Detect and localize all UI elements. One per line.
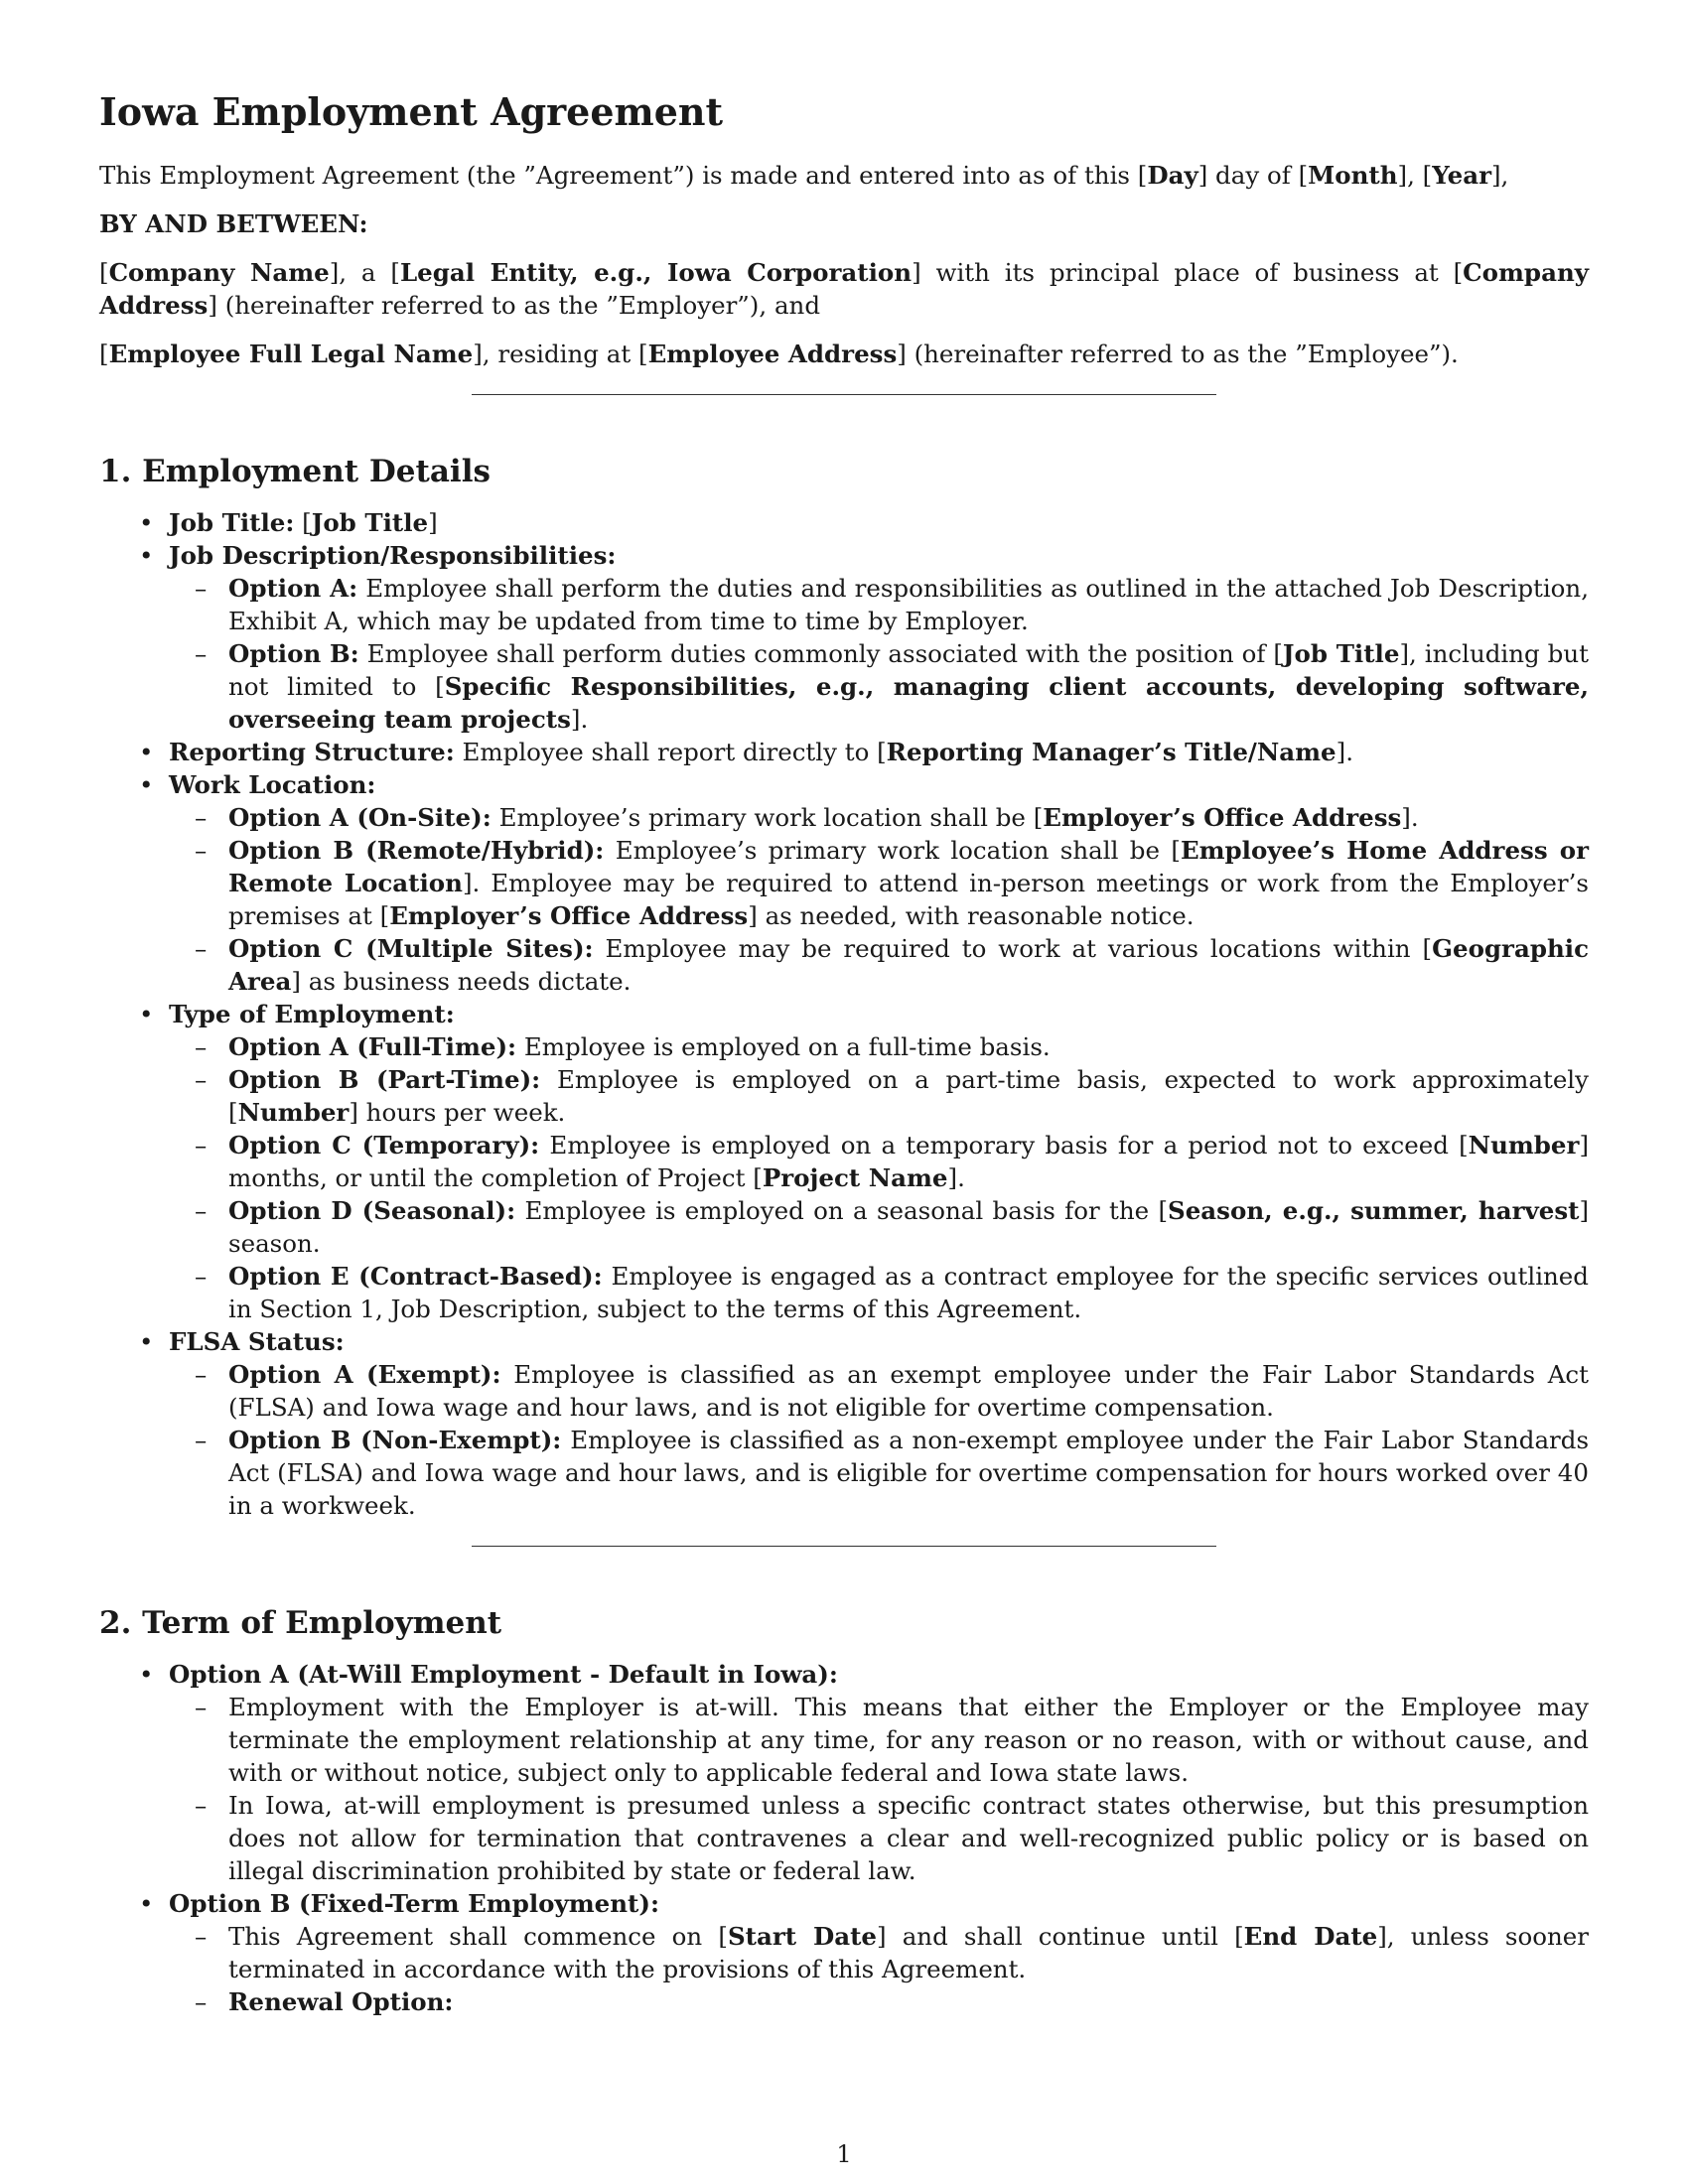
list-item: • Job Description/Responsibilities: – Option A: Employee shall perform the duties and responsibilities as outlined in the attached Job Description, Exhibit A, which may be updated from time to time by Employer. – Option B: Employee shall perform duties commonly associated with the position of [Job Title], including but not limited to [Specific Responsibilities, e.g., managing client accounts, developing software, overseeing team projects]. <box>169 539 1589 736</box>
company-address-placeholder: Company Address <box>99 258 1589 320</box>
list-item: • Option A (At-Will Employment - Default in Iowa): – Employment with the Employer is at-will. This means that either the Employer or the Employee may terminate the employment relationship at any time, for any reason or no reason, with or without cause, and with or without notice, subject only to applicable federal and Iowa state laws. – In Iowa, at-will employment is presumed unless a specific contract states otherwise, but this presumption does not allow for termination that contravenes a clear and well-recognized public policy or is based on illegal discrimination prohibited by state or federal law. <box>169 1658 1589 1887</box>
list-item: – Option A (Full-Time): Employee is employed on a full-time basis. <box>228 1030 1589 1063</box>
employee-address-placeholder: Employee Address <box>647 340 898 368</box>
document-title: Iowa Employment Agreement <box>99 89 724 134</box>
list-item: – Option B (Part-Time): Employee is employed on a part-time basis, expected to work approximately [Number] hours per week. <box>228 1063 1589 1129</box>
list-item: – Renewal Option: <box>228 1985 1589 2018</box>
list-item: – Option B (Remote/Hybrid): Employee’s primary work location shall be [Employee’s Home Address or Remote Location]. Employee may be required to attend in-person meetings or work from the Employer’s premises at [Employer’s Office Address] as needed, with reasonable notice. <box>228 834 1589 932</box>
list-item: • Job Title: [Job Title] <box>169 506 1589 539</box>
list-item: – Employment with the Employer is at-will. This means that either the Employer or the Employee may terminate the employment relationship at any time, for any reason or no reason, with or without cause, and with or without notice, subject only to applicable federal and Iowa state laws. <box>228 1691 1589 1789</box>
document-page <box>99 87 1589 2018</box>
term-of-employment-list <box>99 1658 1589 2018</box>
list-item: – Option B: Employee shall perform duties commonly associated with the position of [Job Title], including but not limited to [Specific Responsibilities, e.g., managing client accounts, developing software, overseeing team projects]. <box>228 637 1589 736</box>
employee-paragraph: [Employee Full Legal Name], residing at [Employee Address] (hereinafter referred to as the ”Employee”). <box>99 340 1459 368</box>
employer-paragraph: [Company Name], a [Legal Entity, e.g., Iowa Corporation] with its principal place of business at [Company Address] (hereinafter referred to as the ”Employer”), and <box>99 258 1589 320</box>
list-item: – Option A (On-Site): Employee’s primary work location shall be [Employer’s Office Address]. <box>228 801 1589 834</box>
section-divider <box>472 394 1216 395</box>
list-item: • Option B (Fixed-Term Employment): – This Agreement shall commence on [Start Date] and shall continue until [End Date], unless sooner terminated in accordance with the provisions of this Agreement. – Renewal Option: <box>169 1887 1589 2018</box>
list-item: • Work Location: – Option A (On-Site): Employee’s primary work location shall be [Employer’s Office Address]. – Option B (Remote/Hybrid): Employee’s primary work location shall be [Employee’s Home Address or Remote Location]. Employee may be required to attend in-person meetings or work from the Employer’s premises at [Employer’s Office Address] as needed, with reasonable notice. – Option C (Multiple Sites): Employee may be required to work at various locations within [Geographic Area] as business needs dictate. <box>169 768 1589 998</box>
by-and-between: BY AND BETWEEN: <box>99 209 368 238</box>
list-item: – Option C (Multiple Sites): Employee may be required to work at various locations within [Geographic Area] as business needs dictate. <box>228 932 1589 998</box>
list-item: – Option E (Contract-Based): Employee is engaged as a contract employee for the specific services outlined in Section 1, Job Description, subject to the terms of this Agreement. <box>228 1260 1589 1325</box>
day-placeholder: Day <box>1147 161 1198 190</box>
list-item: – Option B (Non-Exempt): Employee is classified as a non-exempt employee under the Fair Labor Standards Act (FLSA) and Iowa wage and hour laws, and is eligible for overtime compensation for hours worked over 40 in a workweek. <box>228 1424 1589 1522</box>
month-placeholder: Month <box>1308 161 1398 190</box>
section-2-heading: 2. Term of Employment <box>99 1605 502 1641</box>
list-item: – In Iowa, at-will employment is presumed unless a specific contract states otherwise, but this presumption does not allow for termination that contravenes a clear and well-recognized public policy or is based on illegal discrimination prohibited by state or federal law. <box>228 1789 1589 1887</box>
list-item: – This Agreement shall commence on [Start Date] and shall continue until [End Date], unless sooner terminated in accordance with the provisions of this Agreement. <box>228 1920 1589 1985</box>
section-divider <box>472 1546 1216 1547</box>
company-name-placeholder: Company Name <box>108 258 330 287</box>
page-number: 1 <box>836 2140 852 2168</box>
list-item: – Option C (Temporary): Employee is employed on a temporary basis for a period not to exceed [Number] months, or until the completion of Project [Project Name]. <box>228 1129 1589 1194</box>
list-item: • FLSA Status: – Option A (Exempt): Employee is classified as an exempt employee under the Fair Labor Standards Act (FLSA) and Iowa wage and hour laws, and is not eligible for overtime compensation. – Option B (Non-Exempt): Employee is classified as a non-exempt employee under the Fair Labor Standards Act (FLSA) and Iowa wage and hour laws, and is eligible for overtime compensation for hours worked over 40 in a workweek. <box>169 1325 1589 1522</box>
legal-entity-placeholder: Legal Entity, e.g., Iowa Corporation <box>399 258 913 287</box>
list-item: • Type of Employment: – Option A (Full-Time): Employee is employed on a full-time basis. – Option B (Part-Time): Employee is employed on a part-time basis, expected to work approximately [Number] hours per week. – Option C (Temporary): Employee is employed on a temporary basis for a period not to exceed [Number] months, or until the completion of Project [Project Name]. – Option D (Seasonal): Employee is employed on a seasonal basis for the [Season, e.g., summer, harvest] season. – Option E (Contract-Based): Employee is engaged as a contract employee for the specific services outlined in Section 1, Job Description, subject to the terms of this Agreement. <box>169 998 1589 1325</box>
section-1-heading: 1. Employment Details <box>99 454 491 489</box>
year-placeholder: Year <box>1432 161 1491 190</box>
employee-name-placeholder: Employee Full Legal Name <box>108 340 474 368</box>
list-item: – Option A: Employee shall perform the duties and responsibilities as outlined in the attached Job Description, Exhibit A, which may be updated from time to time by Employer. <box>228 572 1589 637</box>
intro-paragraph: This Employment Agreement (the ”Agreement”) is made and entered into as of this [Day] day of [Month], [Year], <box>99 161 1509 190</box>
list-item: – Option D (Seasonal): Employee is employed on a seasonal basis for the [Season, e.g., summer, harvest] season. <box>228 1194 1589 1260</box>
list-item: • Reporting Structure: Employee shall report directly to [Reporting Manager’s Title/Name]. <box>169 736 1589 768</box>
employment-details-list <box>99 506 1589 1522</box>
list-item: – Option A (Exempt): Employee is classified as an exempt employee under the Fair Labor Standards Act (FLSA) and Iowa wage and hour laws, and is not eligible for overtime compensation. <box>228 1358 1589 1424</box>
